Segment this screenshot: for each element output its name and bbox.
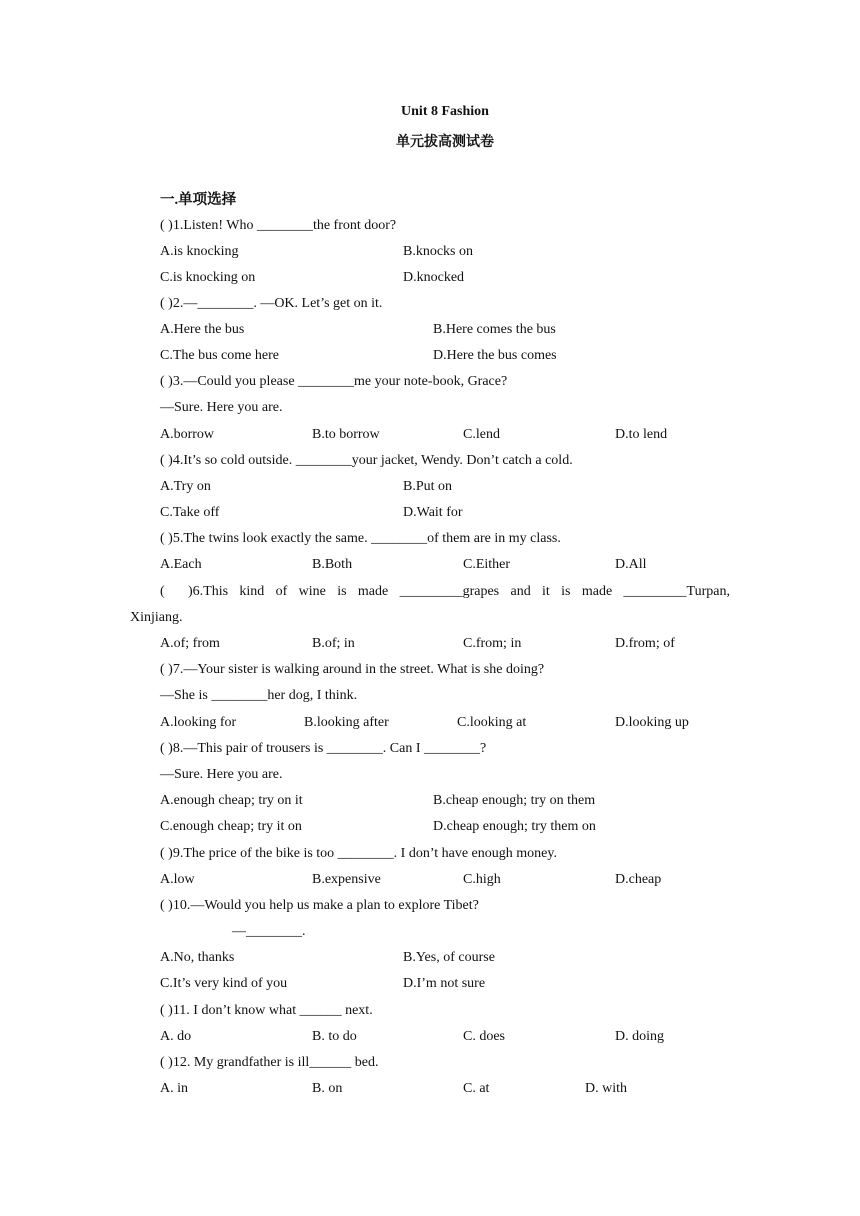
option-c: C.high xyxy=(463,872,501,887)
option-a: A.Each xyxy=(160,557,202,572)
option-a: A.low xyxy=(160,872,195,887)
option-d: D.Wait for xyxy=(403,505,463,520)
option-a: A.borrow xyxy=(160,427,215,442)
question-stem: ( )4.It’s so cold outside. ________your jacket, Wendy. Don’t catch a cold. xyxy=(160,453,573,468)
stem-word: _________grapes xyxy=(399,584,500,599)
option-a: A.of; from xyxy=(160,636,220,651)
option-b: B. to do xyxy=(312,1029,357,1044)
option-a: A.Here the bus xyxy=(160,322,245,337)
stem-word: made xyxy=(581,584,613,599)
option-d: D.from; of xyxy=(615,636,675,651)
stem-word: is xyxy=(337,584,347,599)
stem-word: and xyxy=(510,584,531,599)
option-b: B.knocks on xyxy=(403,244,473,259)
option-a: A. do xyxy=(160,1029,192,1044)
stem-word: wine xyxy=(298,584,326,599)
stem-word: kind xyxy=(239,584,265,599)
stem-word: is xyxy=(561,584,571,599)
option-a: A.No, thanks xyxy=(160,950,235,965)
page-title: Unit 8 Fashion xyxy=(401,104,489,119)
option-c: C.enough cheap; try it on xyxy=(160,819,302,834)
option-c: C.It’s very kind of you xyxy=(160,976,288,991)
option-b: B.expensive xyxy=(312,872,381,887)
question-follow-line: —She is ________her dog, I think. xyxy=(160,688,358,703)
question-follow-line: —________. xyxy=(232,924,306,939)
option-c: C.lend xyxy=(463,427,500,442)
stem-word: made xyxy=(357,584,389,599)
option-c: C.looking at xyxy=(457,715,527,730)
option-c: C. does xyxy=(463,1029,505,1044)
option-b: B.Both xyxy=(312,557,353,572)
question-stem: ( )8.—This pair of trousers is ________. Can I ________? xyxy=(160,741,487,756)
stem-word: ( xyxy=(160,584,165,599)
option-b: B.cheap enough; try on them xyxy=(433,793,596,808)
question-stem: ( )12. My grandfather is ill______ bed. xyxy=(160,1055,379,1070)
question-follow-line: —Sure. Here you are. xyxy=(160,767,283,782)
option-d: D.knocked xyxy=(403,270,465,285)
option-d: D. doing xyxy=(615,1029,664,1044)
option-a: A. in xyxy=(160,1081,188,1096)
question-stem: ( )2.—________. —OK. Let’s get on it. xyxy=(160,296,383,311)
question-stem: ( )3.—Could you please ________me your note-book, Grace? xyxy=(160,374,508,389)
stem-word: of xyxy=(275,584,288,599)
option-d: D.I’m not sure xyxy=(403,976,486,991)
option-c: C.Either xyxy=(463,557,511,572)
option-d: D. with xyxy=(585,1081,627,1096)
option-a: A.is knocking xyxy=(160,244,239,259)
stem-word: )6.This xyxy=(188,584,229,599)
stem-word: it xyxy=(542,584,550,599)
question-stem: ( )1.Listen! Who ________the front door? xyxy=(160,218,397,233)
option-b: B.of; in xyxy=(312,636,355,651)
option-b: B.Here comes the bus xyxy=(433,322,556,337)
option-c: C.The bus come here xyxy=(160,348,279,363)
page-subtitle: 单元拔高测试卷 xyxy=(396,135,494,150)
option-a: A.looking for xyxy=(160,715,237,730)
option-a: A.enough cheap; try on it xyxy=(160,793,303,808)
question-stem xyxy=(160,581,730,603)
option-b: B.Yes, of course xyxy=(403,950,495,965)
option-a: A.Try on xyxy=(160,479,211,494)
option-c: C.is knocking on xyxy=(160,270,256,285)
option-d: D.cheap enough; try them on xyxy=(433,819,596,834)
stem-word: _________Turpan, xyxy=(623,584,730,599)
question-follow-line: Xinjiang. xyxy=(130,610,183,625)
option-d: D.All xyxy=(615,557,647,572)
option-b: B.looking after xyxy=(304,715,389,730)
option-c: C.Take off xyxy=(160,505,220,520)
option-c: C.from; in xyxy=(463,636,522,651)
question-stem: ( )10.—Would you help us make a plan to explore Tibet? xyxy=(160,898,479,913)
option-b: B.Put on xyxy=(403,479,453,494)
option-d: D.looking up xyxy=(615,715,689,730)
option-b: B. on xyxy=(312,1081,343,1096)
question-stem: ( )9.The price of the bike is too ________. I don’t have enough money. xyxy=(160,846,557,861)
option-d: D.to lend xyxy=(615,427,668,442)
section-heading: 一.单项选择 xyxy=(160,192,237,208)
question-stem: ( )5.The twins look exactly the same. ________of them are in my class. xyxy=(160,531,561,546)
option-b: B.to borrow xyxy=(312,427,380,442)
question-stem: ( )11. I don’t know what ______ next. xyxy=(160,1003,373,1018)
option-c: C. at xyxy=(463,1081,490,1096)
question-follow-line: —Sure. Here you are. xyxy=(160,400,283,415)
option-d: D.Here the bus comes xyxy=(433,348,557,363)
question-stem: ( )7.—Your sister is walking around in the street. What is she doing? xyxy=(160,662,545,677)
option-d: D.cheap xyxy=(615,872,662,887)
